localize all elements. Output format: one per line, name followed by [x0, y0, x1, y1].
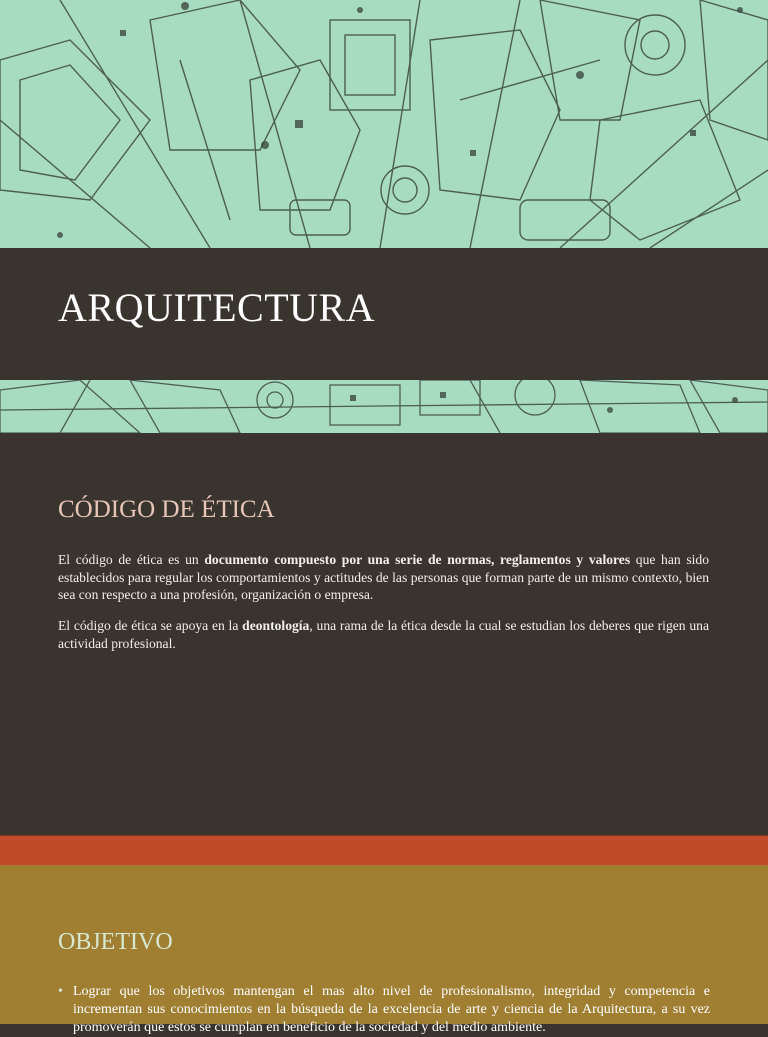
text-run: El código de ética es un — [58, 552, 205, 567]
text-run: El código de ética se apoya en la — [58, 618, 243, 633]
objetivo-section — [0, 865, 768, 1035]
slide-title: ARQUITECTURA — [58, 285, 376, 330]
city-sketch-illustration — [0, 0, 768, 248]
text-run: , una rama de la ética desde la cual se estudian los deberes que rigen una actividad profesional. — [58, 618, 709, 651]
city-sketch-strip — [0, 380, 768, 433]
list-item — [58, 983, 710, 1037]
bullet-icon: • — [58, 984, 63, 999]
bold-text-run: documento compuesto por una serie de normas, reglamentos y valores — [204, 552, 631, 567]
objective-list — [58, 983, 710, 1037]
paragraph-definition — [58, 551, 709, 604]
codigo-etica-section — [0, 433, 768, 835]
bold-text-run: deontología — [242, 618, 310, 633]
text-run: que han sido establecidos para regular los comportamientos y actitudes de las personas que forman parte de un mismo contexto, bien sea con respecto a una profesión, organización o empresa. — [58, 552, 709, 602]
paragraph-deontologia — [58, 617, 709, 652]
accent-divider-bar — [0, 835, 768, 865]
list-item-text: Lograr que los objetivos mantengan el mas alto nivel de profesionalismo, integridad y competencia e incrementan sus conocimientos en la búsqueda de la excelencia de arte y ciencia de la Arquitectura, a su vez promoverán que estos se cumplan en beneficio de la sociedad y del medio ambiente. — [73, 984, 710, 1035]
title-panel — [0, 248, 768, 380]
objective-heading: OBJETIVO — [58, 929, 173, 955]
section-heading: CÓDIGO DE ÉTICA — [58, 496, 275, 523]
